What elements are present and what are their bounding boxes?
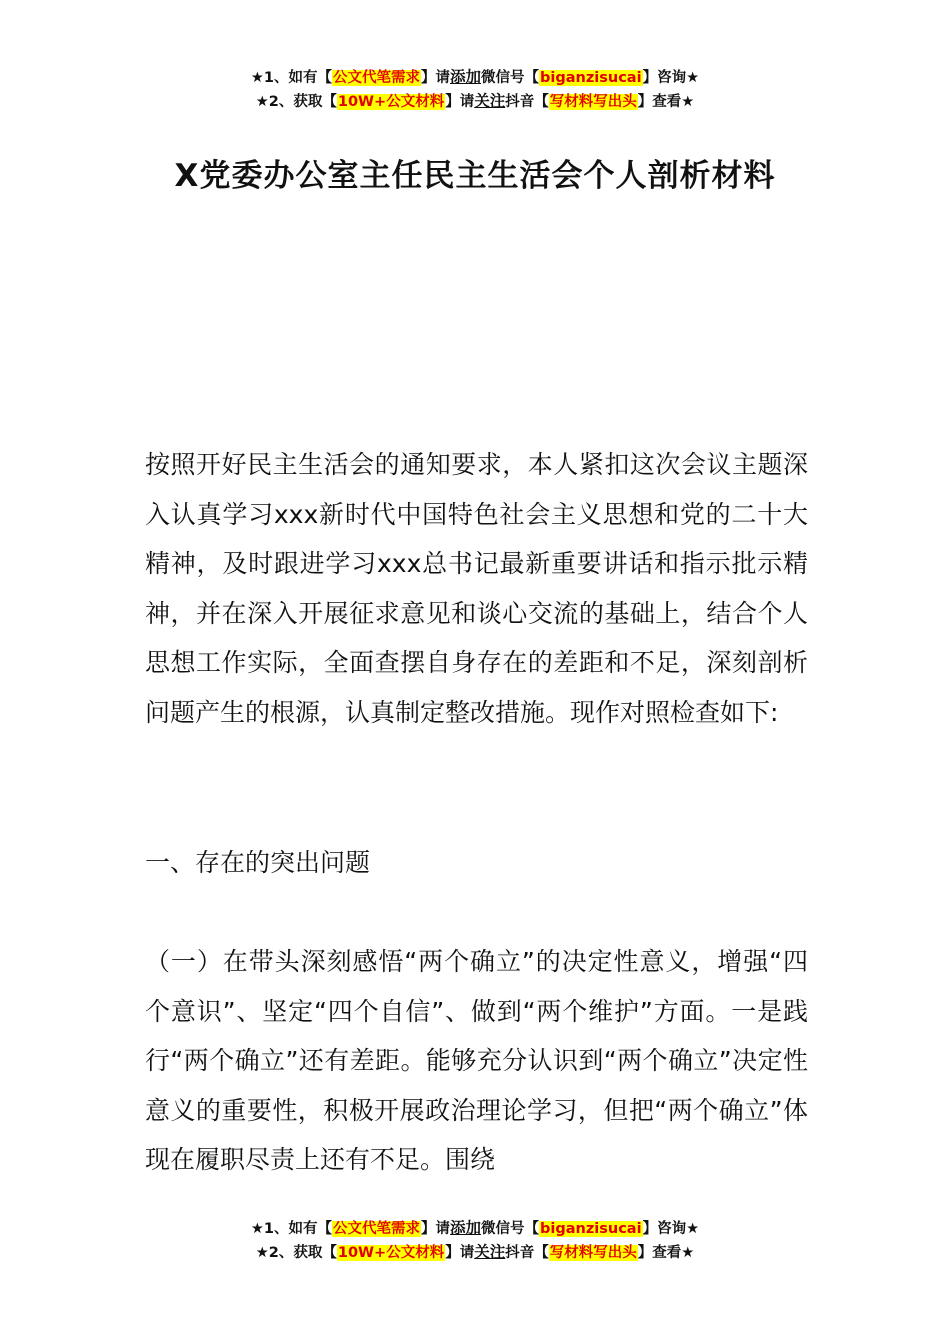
banner-text: 抖音【 (505, 1245, 549, 1261)
banner-text: 】请 (421, 70, 450, 86)
banner-text: 】请 (421, 1221, 450, 1237)
banner-line-2 (0, 90, 950, 114)
banner-text: 】咨询★ (642, 1221, 700, 1237)
intro-paragraph (145, 440, 808, 737)
section-heading-text: 一、存在的突出问题 (145, 848, 371, 877)
banner-text: 微信号【 (481, 1221, 540, 1237)
footer-banner-line-1 (0, 1217, 950, 1241)
footer-banner-line-2 (0, 1241, 950, 1265)
banner-text: 】咨询★ (642, 70, 700, 86)
banner-text: 】请 (445, 1245, 475, 1261)
footer-banner (0, 1217, 950, 1265)
banner-text: 抖音【 (505, 94, 549, 110)
banner-text: 】请 (445, 94, 475, 110)
banner-text: ★1、如有【 (250, 1221, 332, 1237)
banner-highlight: 公文代笔需求 (333, 70, 420, 86)
banner-underline: 添加 (450, 68, 482, 86)
banner-highlight: biganzisucai (540, 1221, 642, 1237)
header-banner (0, 66, 950, 114)
banner-highlight: 写材料写出头 (549, 1245, 637, 1261)
banner-text: ★2、获取【 (255, 1245, 337, 1261)
banner-text: ★1、如有【 (250, 70, 332, 86)
banner-highlight: biganzisucai (540, 70, 642, 86)
banner-highlight: 写材料写出头 (549, 94, 637, 110)
banner-text: ★2、获取【 (255, 94, 337, 110)
banner-underline: 添加 (450, 1219, 482, 1237)
section-heading (145, 838, 808, 888)
banner-highlight: 公文代笔需求 (333, 1221, 420, 1237)
document-title: X党委办公室主任民主生活会个人剖析材料 (174, 158, 776, 194)
banner-text: 微信号【 (481, 70, 540, 86)
banner-line-1 (0, 66, 950, 90)
section-paragraph-text: （一）在带头深刻感悟“两个确立”的决定性意义，增强“四个意识”、坚定“四个自信”、做到“两个维护”方面。一是践行“两个确立”还有差距。能够充分认识到“两个确立”决定性意义的重要性，积极开展政治理论学习，但把“两个确立”体现在履职尽责上还有不足。围绕 (145, 947, 808, 1174)
banner-underline: 关注 (474, 1243, 506, 1261)
banner-highlight: 10W+公文材料 (337, 1245, 445, 1261)
banner-text: 】查看★ (637, 1245, 695, 1261)
banner-highlight: 10W+公文材料 (337, 94, 445, 110)
section-paragraph (145, 937, 808, 1185)
banner-text: 】查看★ (637, 94, 695, 110)
intro-text: 按照开好民主生活会的通知要求，本人紧扣这次会议主题深入认真学习xxx新时代中国特色社会主义思想和党的二十大精神，及时跟进学习xxx总书记最新重要讲话和指示批示精神，并在深入开展征求意见和谈心交流的基础上，结合个人思想工作实际，全面查摆自身存在的差距和不足，深刻剖析问题产生的根源，认真制定整改措施。现作对照检查如下: (145, 450, 808, 727)
banner-underline: 关注 (474, 92, 506, 110)
